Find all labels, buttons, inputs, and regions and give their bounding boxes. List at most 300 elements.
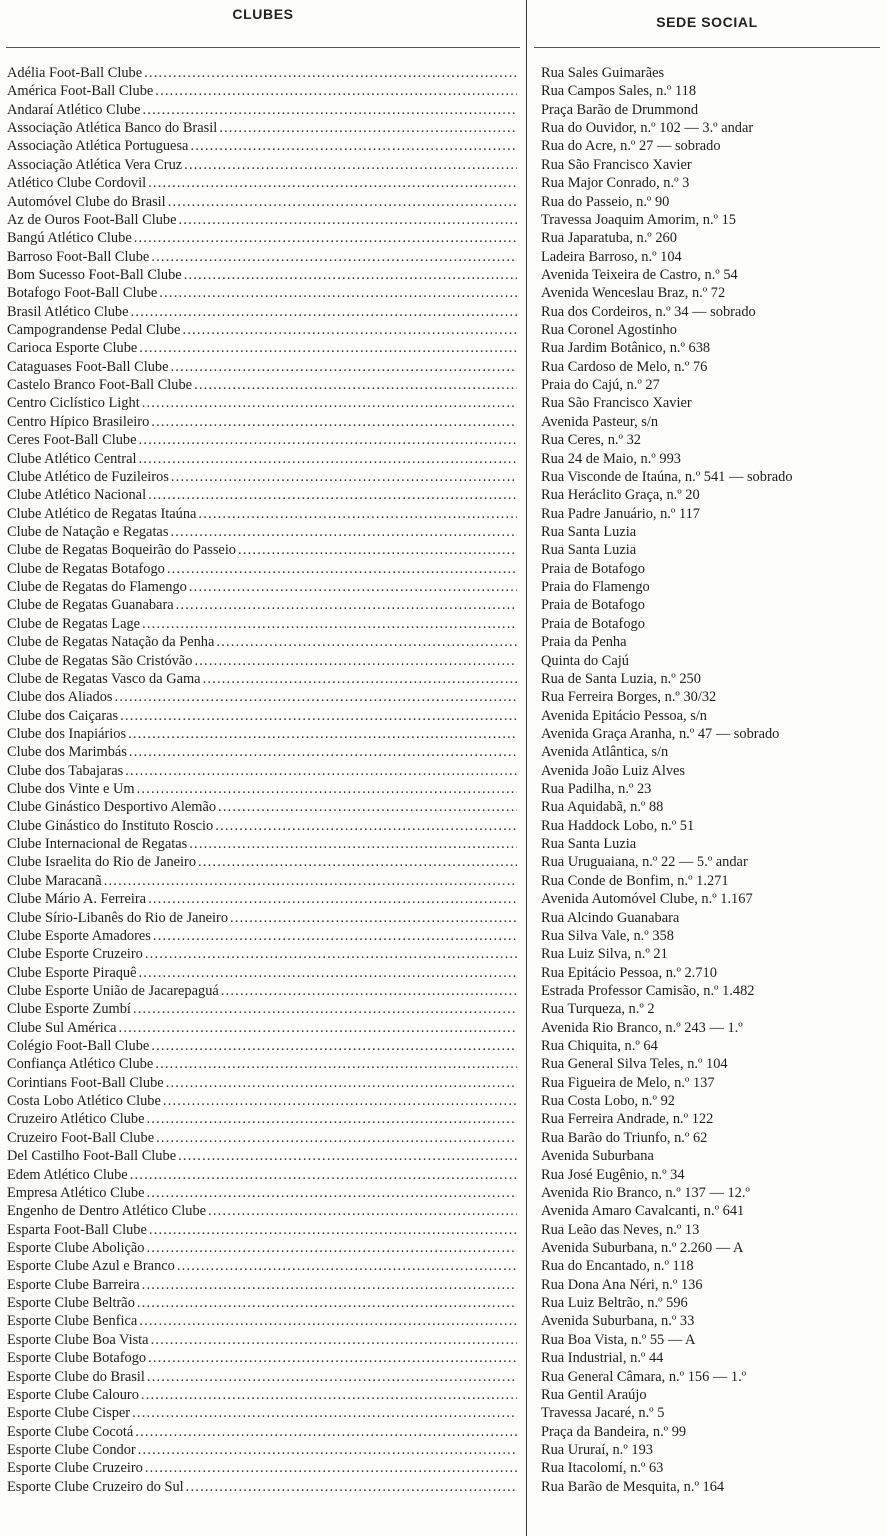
club-name: Clube dos Tabajaras — [7, 762, 124, 779]
club-row — [7, 1404, 517, 1422]
club-name: Botafogo Foot-Ball Clube — [7, 285, 158, 302]
club-row — [7, 964, 517, 982]
club-name: Clube de Regatas Guanabara — [7, 597, 174, 614]
club-row — [7, 339, 517, 357]
address-row: Rua Ceres, n.º 32 — [541, 432, 641, 449]
club-row — [7, 927, 517, 945]
address-row: Rua do Encantado, n.º 118 — [541, 1258, 694, 1275]
club-row — [7, 707, 517, 725]
club-row — [7, 486, 517, 504]
club-row — [7, 1331, 517, 1349]
club-row — [7, 578, 517, 596]
club-row — [7, 780, 517, 798]
club-name: Esporte Clube Calouro — [7, 1386, 139, 1403]
dot-leader — [135, 1423, 517, 1441]
dot-leader — [184, 266, 517, 284]
address-row: Rua Heráclito Graça, n.º 20 — [541, 487, 700, 504]
dot-leader — [139, 1312, 517, 1330]
club-row — [7, 945, 517, 963]
club-row — [7, 688, 517, 706]
dot-leader — [128, 725, 517, 743]
club-name: Esporte Clube Botafogo — [7, 1350, 147, 1367]
club-row — [7, 1019, 517, 1037]
club-row — [7, 1166, 517, 1184]
dot-leader — [139, 964, 518, 982]
club-name: Castelo Branco Foot-Ball Clube — [7, 377, 193, 394]
dot-leader — [104, 872, 517, 890]
dot-leader — [230, 909, 517, 927]
club-name: Corintians Foot-Ball Clube — [7, 1074, 164, 1091]
club-row — [7, 1386, 517, 1404]
address-row: Rua Visconde de Itaúna, n.º 541 — sobrado — [541, 468, 793, 485]
dot-leader — [125, 762, 517, 780]
dot-leader — [218, 798, 517, 816]
club-name: Clube Ginástico do Instituto Roscio — [7, 817, 214, 834]
dot-leader — [137, 780, 517, 798]
club-name: Engenho de Dentro Atlético Clube — [7, 1203, 207, 1220]
address-list — [541, 64, 887, 1496]
club-row — [7, 394, 517, 412]
address-row: Rua Industrial, n.º 44 — [541, 1350, 664, 1367]
club-name: Adélia Foot-Ball Clube — [7, 65, 143, 81]
club-name: Clube de Regatas São Cristóvão — [7, 652, 193, 669]
address-row: Rua Boa Vista, n.º 55 — A — [541, 1331, 696, 1348]
dot-leader — [238, 541, 517, 559]
address-row: Avenida Suburbana, n.º 33 — [541, 1313, 695, 1330]
dot-leader — [115, 688, 517, 706]
club-name: Barroso Foot-Ball Clube — [7, 248, 150, 265]
address-row: Praça da Bandeira, n.º 99 — [541, 1423, 687, 1440]
address-row: Rua Santa Luzia — [541, 542, 637, 559]
club-row — [7, 1202, 517, 1220]
club-name: Esporte Clube Abolição — [7, 1240, 145, 1256]
club-name: Esporte Clube Beltrão — [7, 1295, 135, 1312]
club-row — [7, 1110, 517, 1128]
club-row — [7, 1349, 517, 1367]
address-row: Rua General Câmara, n.º 156 — 1.º — [541, 1368, 747, 1385]
club-name: Empresa Atlético Clube — [7, 1184, 145, 1201]
club-name: Colégio Foot-Ball Clube — [7, 1038, 150, 1055]
club-row — [7, 982, 517, 1000]
dot-leader — [120, 707, 517, 725]
address-row: Avenida Pasteur, s/n — [541, 413, 659, 430]
club-name: Clube dos Aliados — [7, 689, 113, 706]
club-row — [7, 1092, 517, 1110]
club-name: Clube Atlético de Fuzileiros — [7, 468, 169, 485]
address-row: Avenida Graça Aranha, n.º 47 — sobrado — [541, 725, 780, 742]
dot-leader — [142, 615, 517, 633]
dot-leader — [144, 64, 517, 82]
club-name: Esporte Clube Barreira — [7, 1276, 140, 1293]
address-row: Rua dos Cordeiros, n.º 34 — sobrado — [541, 303, 756, 320]
dot-leader — [189, 835, 517, 853]
club-name: Carioca Esporte Clube — [7, 340, 138, 357]
dot-leader — [156, 1129, 517, 1147]
dot-leader — [139, 450, 518, 468]
club-row — [7, 596, 517, 614]
club-name: Clube Israelita do Rio de Janeiro — [7, 854, 197, 871]
club-row — [7, 1074, 517, 1092]
club-row — [7, 193, 517, 211]
address-row: Rua do Passeio, n.º 90 — [541, 193, 670, 210]
club-name: Clube dos Marimbás — [7, 744, 127, 761]
club-name: Ceres Foot-Ball Clube — [7, 432, 137, 449]
club-name: Clube Sul América — [7, 1019, 117, 1036]
dot-leader — [194, 376, 517, 394]
club-row — [7, 1184, 517, 1202]
address-row: Rua 24 de Maio, n.º 993 — [541, 450, 681, 467]
club-row — [7, 1423, 517, 1441]
clubs-header-rule — [6, 47, 520, 48]
address-header-rule — [534, 47, 880, 48]
club-name: Bangú Atlético Clube — [7, 230, 132, 247]
address-row: Rua Conde de Bonfim, n.º 1.271 — [541, 872, 729, 889]
club-row — [7, 119, 517, 137]
address-row: Rua do Ouvidor, n.º 102 — 3.º andar — [541, 120, 754, 137]
club-name: Clube Maracanã — [7, 872, 102, 889]
dot-leader — [166, 1074, 517, 1092]
club-row — [7, 64, 517, 82]
club-row — [7, 376, 517, 394]
dot-leader — [141, 1386, 517, 1404]
address-row: Ladeira Barroso, n.º 104 — [541, 248, 682, 265]
dot-leader — [198, 505, 517, 523]
address-row: Rua Chiquita, n.º 64 — [541, 1038, 658, 1055]
address-row: Avenida Teixeira de Castro, n.º 54 — [541, 266, 738, 283]
club-name: Clube de Regatas Natação da Penha — [7, 634, 215, 651]
address-row: Rua de Santa Luzia, n.º 250 — [541, 670, 701, 687]
club-name: Cataguases Foot-Ball Clube — [7, 358, 169, 375]
dot-leader — [215, 817, 517, 835]
club-row — [7, 450, 517, 468]
address-row: Rua Haddock Lobo, n.º 51 — [541, 817, 695, 834]
dot-leader — [142, 101, 517, 119]
address-row: Rua Epitácio Pessoa, n.º 2.710 — [541, 964, 717, 981]
club-row — [7, 229, 517, 247]
club-row — [7, 284, 517, 302]
club-name: Automóvel Clube do Brasil — [7, 193, 166, 210]
club-name: Clube de Natação e Regatas — [7, 523, 169, 540]
club-row — [7, 817, 517, 835]
club-row — [7, 541, 517, 559]
dot-leader — [182, 321, 517, 339]
clubs-column-header: CLUBES — [232, 6, 294, 22]
address-row: Avenida Amaro Cavalcanti, n.º 641 — [541, 1203, 745, 1220]
dot-leader — [190, 137, 517, 155]
club-name: Clube Atlético Nacional — [7, 487, 147, 504]
dot-leader — [148, 1349, 517, 1367]
club-name: Clube Atlético Central — [7, 450, 137, 467]
address-row: Rua Barão do Triunfo, n.º 62 — [541, 1129, 708, 1146]
club-row — [7, 1239, 517, 1257]
club-name: Clube de Regatas Boqueirão do Passeio — [7, 542, 237, 559]
address-row: Rua Ferreira Borges, n.º 30/32 — [541, 689, 717, 706]
dot-leader — [170, 358, 517, 376]
address-row: Rua Luiz Silva, n.º 21 — [541, 946, 668, 963]
club-name: Esporte Clube Condor — [7, 1441, 136, 1458]
address-row: Rua Ururaí, n.º 193 — [541, 1441, 653, 1458]
dot-leader — [176, 596, 517, 614]
dot-leader — [216, 633, 517, 651]
dot-leader — [142, 1276, 517, 1294]
club-row — [7, 560, 517, 578]
address-row: Rua Jardim Botânico, n.º 638 — [541, 340, 711, 357]
address-row: Quinta do Cajú — [541, 652, 629, 669]
dot-leader — [129, 743, 517, 761]
club-name: Esporte Clube Cisper — [7, 1405, 131, 1422]
address-row: Rua São Francisco Xavier — [541, 156, 692, 173]
address-row: Rua Barão de Mesquita, n.º 164 — [541, 1478, 725, 1495]
club-name: Campograndense Pedal Clube — [7, 322, 181, 339]
dot-leader — [151, 413, 517, 431]
club-name: Esporte Clube Cruzeiro do Sul — [7, 1478, 184, 1495]
club-name: Andaraí Atlético Clube — [7, 101, 141, 118]
address-row: Avenida Automóvel Clube, n.º 1.167 — [541, 891, 753, 908]
club-row — [7, 1129, 517, 1147]
club-name: Az de Ouros Foot-Ball Clube — [7, 211, 177, 228]
address-row: Avenida Rio Branco, n.º 137 — 12.º — [541, 1184, 750, 1201]
club-row — [7, 725, 517, 743]
club-row — [7, 1257, 517, 1275]
dot-leader — [168, 193, 517, 211]
club-name: Cruzeiro Foot-Ball Clube — [7, 1129, 155, 1146]
club-row — [7, 321, 517, 339]
dot-leader — [203, 670, 517, 688]
dot-leader — [178, 1147, 517, 1165]
club-row — [7, 743, 517, 761]
club-name: Esporte Clube Azul e Branco — [7, 1258, 175, 1275]
club-name: Atlético Clube Cordovil — [7, 175, 147, 192]
dot-leader — [133, 1000, 517, 1018]
dot-leader — [134, 229, 517, 247]
dot-leader — [159, 284, 517, 302]
club-row — [7, 468, 517, 486]
address-row: Avenida Wenceslau Braz, n.º 72 — [541, 285, 726, 302]
club-name: Esporte Clube Benfica — [7, 1313, 138, 1330]
address-row: Avenida Epitácio Pessoa, s/n — [541, 707, 707, 724]
address-row: Rua Costa Lobo, n.º 92 — [541, 1093, 675, 1110]
dot-leader — [167, 560, 517, 578]
club-row — [7, 909, 517, 927]
dot-leader — [221, 982, 517, 1000]
address-row: Rua General Silva Teles, n.º 104 — [541, 1056, 728, 1073]
address-row: Rua Santa Luzia — [541, 523, 637, 540]
club-row — [7, 1478, 517, 1496]
club-row — [7, 1368, 517, 1386]
address-row: Avenida Rio Branco, n.º 243 — 1.º — [541, 1019, 743, 1036]
club-row — [7, 890, 517, 908]
address-row: Rua Itacolomí, n.º 63 — [541, 1460, 664, 1477]
club-row — [7, 835, 517, 853]
dot-leader — [177, 1257, 517, 1275]
club-row — [7, 211, 517, 229]
dot-leader — [148, 890, 517, 908]
dot-leader — [198, 853, 517, 871]
club-row — [7, 1459, 517, 1477]
dot-leader — [130, 1166, 517, 1184]
address-row: Rua São Francisco Xavier — [541, 395, 692, 412]
address-column-header: SEDE SOCIAL — [656, 14, 758, 30]
address-row: Praia de Botafogo — [541, 615, 645, 632]
club-name: Centro Ciclístico Light — [7, 395, 140, 412]
club-row — [7, 1312, 517, 1330]
club-row — [7, 82, 517, 100]
club-row — [7, 1294, 517, 1312]
address-row: Avenida Atlântica, s/n — [541, 744, 669, 761]
club-name: Clube Esporte União de Jacarepaguá — [7, 982, 219, 999]
dot-leader — [137, 1294, 517, 1312]
address-row: Rua Leão das Neves, n.º 13 — [541, 1221, 700, 1238]
dot-leader — [146, 1110, 517, 1128]
club-row — [7, 853, 517, 871]
dot-leader — [151, 248, 517, 266]
dot-leader — [119, 1019, 517, 1037]
club-row — [7, 523, 517, 541]
address-row: Rua Aquidabã, n.º 88 — [541, 799, 664, 816]
dot-leader — [194, 652, 517, 670]
club-row — [7, 174, 517, 192]
club-name: Brasil Atlético Clube — [7, 303, 129, 320]
address-row: Travessa Jacaré, n.º 5 — [541, 1405, 665, 1422]
club-row — [7, 101, 517, 119]
address-row: Travessa Joaquim Amorim, n.º 15 — [541, 211, 737, 228]
dot-leader — [151, 1331, 517, 1349]
club-row — [7, 303, 517, 321]
club-name: Clube dos Inapiários — [7, 725, 127, 742]
club-name: Confiança Atlético Clube — [7, 1056, 154, 1073]
dot-leader — [139, 339, 517, 357]
dot-leader — [155, 1055, 517, 1073]
address-row: Rua Dona Ana Néri, n.º 136 — [541, 1276, 703, 1293]
dot-leader — [147, 1368, 517, 1386]
club-row — [7, 872, 517, 890]
club-name: Edem Atlético Clube — [7, 1166, 128, 1183]
address-row: Praça Barão de Drummond — [541, 101, 699, 118]
club-name: Clube Esporte Zumbí — [7, 1001, 131, 1018]
club-name: Clube Esporte Piraquê — [7, 964, 137, 981]
club-name: Clube Ginástico Desportivo Alemão — [7, 799, 217, 816]
dot-leader — [138, 1441, 517, 1459]
address-row: Avenida Suburbana — [541, 1148, 654, 1165]
club-row — [7, 798, 517, 816]
dot-leader — [149, 1221, 517, 1239]
dot-leader — [219, 119, 517, 137]
club-name: Clube de Regatas Botafogo — [7, 560, 165, 577]
club-name: Esporte Clube do Brasil — [7, 1368, 145, 1385]
club-name: Associação Atlética Banco do Brasil — [7, 120, 218, 137]
club-row — [7, 670, 517, 688]
address-row: Rua Campos Sales, n.º 118 — [541, 83, 697, 100]
club-name: Clube de Regatas Lage — [7, 615, 141, 632]
club-name: Bom Sucesso Foot-Ball Clube — [7, 266, 182, 283]
club-row — [7, 266, 517, 284]
club-name: Clube dos Vinte e Um — [7, 781, 135, 798]
address-row: Rua Cardoso de Melo, n.º 76 — [541, 358, 708, 375]
club-row — [7, 413, 517, 431]
club-name: Centro Hípico Brasileiro — [7, 413, 150, 430]
club-name: Clube Esporte Cruzeiro — [7, 946, 143, 963]
club-name: Esporte Clube Boa Vista — [7, 1331, 149, 1348]
address-row: Praia do Flamengo — [541, 579, 650, 596]
address-row: Rua Gentil Araújo — [541, 1386, 647, 1403]
address-row: Avenida João Luiz Alves — [541, 762, 686, 779]
dot-leader — [151, 1037, 517, 1055]
club-row — [7, 1055, 517, 1073]
dot-leader — [184, 156, 517, 174]
address-row: Rua do Acre, n.º 27 — sobrado — [541, 138, 721, 155]
address-row: Rua Luiz Beltrão, n.º 596 — [541, 1295, 688, 1312]
club-row — [7, 156, 517, 174]
dot-leader — [178, 211, 517, 229]
club-name: Associação Atlética Vera Cruz — [7, 156, 183, 173]
club-row — [7, 1000, 517, 1018]
club-name: Costa Lobo Atlético Clube — [7, 1093, 161, 1110]
address-row: Rua Uruguaiana, n.º 22 — 5.º andar — [541, 854, 748, 871]
dot-leader — [142, 394, 517, 412]
dot-leader — [148, 486, 517, 504]
address-row: Estrada Professor Camisão, n.º 1.482 — [541, 982, 755, 999]
dot-leader — [189, 578, 517, 596]
club-name: Clube Atlético de Regatas Itaúna — [7, 505, 197, 522]
dot-leader — [155, 82, 517, 100]
club-row — [7, 633, 517, 651]
address-row: Rua Sales Guimarães — [541, 65, 665, 81]
club-row — [7, 1221, 517, 1239]
club-row — [7, 615, 517, 633]
club-name: Associação Atlética Portuguesa — [7, 138, 189, 155]
club-name: Clube Internacional de Regatas — [7, 836, 188, 853]
address-row: Rua Padre Januário, n.º 117 — [541, 505, 700, 522]
club-name: Cruzeiro Atlético Clube — [7, 1111, 145, 1128]
address-row: Rua Padilha, n.º 23 — [541, 781, 652, 798]
club-name: Clube Sírio-Libanês do Rio de Janeiro — [7, 909, 229, 926]
address-row: Praia de Botafogo — [541, 560, 645, 577]
club-name: Clube dos Caiçaras — [7, 707, 119, 724]
dot-leader — [139, 431, 517, 449]
dot-leader — [186, 1478, 517, 1496]
club-row — [7, 431, 517, 449]
address-row: Praia de Botafogo — [541, 597, 645, 614]
dot-leader — [146, 1239, 517, 1257]
dot-leader — [132, 1404, 517, 1422]
club-name: Clube Mário A. Ferreira — [7, 891, 147, 908]
club-row — [7, 1441, 517, 1459]
address-row: Rua Major Conrado, n.º 3 — [541, 175, 690, 192]
address-row: Rua José Eugênio, n.º 34 — [541, 1166, 685, 1183]
club-row — [7, 1276, 517, 1294]
dot-leader — [148, 174, 517, 192]
dot-leader — [146, 1184, 517, 1202]
club-row — [7, 762, 517, 780]
address-row: Praia da Penha — [541, 634, 627, 651]
dot-leader — [145, 1459, 517, 1477]
address-row: Rua Silva Vale, n.º 358 — [541, 927, 674, 944]
column-divider — [526, 0, 527, 1536]
club-row — [7, 1037, 517, 1055]
club-name: Clube de Regatas do Flamengo — [7, 579, 187, 596]
address-row: Rua Alcindo Guanabara — [541, 909, 680, 926]
club-name: Esporte Clube Cruzeiro — [7, 1460, 143, 1477]
address-row: Rua Figueira de Melo, n.º 137 — [541, 1074, 715, 1091]
address-row: Rua Coronel Agostinho — [541, 322, 677, 339]
club-row — [7, 248, 517, 266]
address-row: Rua Japaratuba, n.º 260 — [541, 230, 677, 247]
address-row: Rua Ferreira Andrade, n.º 122 — [541, 1111, 714, 1128]
club-name: Del Castilho Foot-Ball Clube — [7, 1148, 177, 1165]
club-row — [7, 652, 517, 670]
club-name: América Foot-Ball Clube — [7, 83, 154, 100]
dot-leader — [153, 927, 517, 945]
